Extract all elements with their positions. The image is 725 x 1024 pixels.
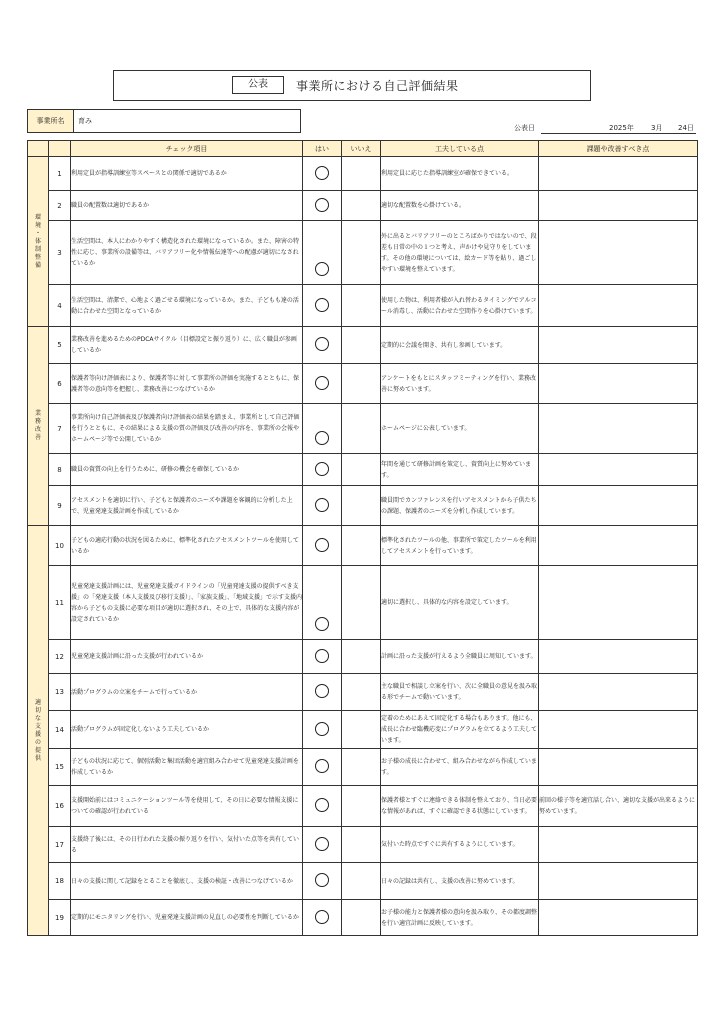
category-char: な (34, 714, 41, 722)
item-number: 2 (49, 191, 71, 221)
table-row (28, 285, 698, 327)
yes-cell (303, 486, 342, 526)
item-number: 15 (49, 749, 71, 786)
item-number: 19 (49, 900, 71, 936)
publication-year: 2025年 (609, 124, 634, 132)
yes-circle-mark-icon (315, 798, 329, 812)
issues-text (539, 221, 698, 285)
table-row (28, 454, 698, 486)
item-number: 8 (49, 454, 71, 486)
category-char: 切 (34, 706, 41, 714)
check-item-text: 支援終了後には、その日行われた支援の振り返りを行い、気付いた点等を共有している (71, 827, 303, 863)
header-check-item: チェック項目 (71, 141, 303, 157)
publication-date-label: 公表日 (514, 124, 535, 132)
yes-cell (303, 786, 342, 827)
yes-circle-mark-icon (315, 617, 329, 631)
no-cell (342, 157, 381, 191)
ingenuity-text: 適切に選択し、具体的な内容を設定しています。 (381, 566, 539, 640)
publication-month: 3月 (651, 124, 663, 132)
ingenuity-text: 定着のためにあえて固定化する場合もあります。他にも、成長に合わせ臨機応変にプログラムを立てるよう工夫しています。 (381, 711, 539, 749)
no-cell (342, 711, 381, 749)
yes-circle-mark-icon (315, 198, 329, 212)
table-row (28, 749, 698, 786)
category-char: 業 (34, 410, 41, 417)
category-char: 適 (34, 698, 41, 706)
category-char: 体 (34, 237, 41, 245)
issues-text (539, 157, 698, 191)
ingenuity-text: 使用した物は、利用者様が入れ替わるタイミングでアルコール消毒し、活動に合わせた空間作りを心掛けています。 (381, 285, 539, 327)
no-cell (342, 454, 381, 486)
item-number: 6 (49, 364, 71, 404)
check-item-text: 子どもの適応行動の状況を図るために、標準化されたアセスメントツールを使用しているか (71, 526, 303, 566)
check-item-text: 児童発達支援計画に沿った支援が行われているか (71, 640, 303, 674)
yes-cell (303, 640, 342, 674)
check-item-text: 日々の支援に関して記録をとることを徹底し、支援の検証・改善につなげているか (71, 863, 303, 900)
title-box (113, 70, 591, 101)
table-row (28, 364, 698, 404)
no-cell (342, 526, 381, 566)
yes-cell (303, 404, 342, 454)
issues-text (539, 674, 698, 711)
no-cell (342, 404, 381, 454)
check-item-text: 支援開始前にはコミュニケーションツール等を使用して、その日に必要な情報支援についての確認が行われている (71, 786, 303, 827)
check-item-text: 生活空間は、本人にわかりやすく構造化された環境になっているか。また、障害の特性に応じ、事業所の設備等は、バリアフリー化や情報伝達等への配慮が適切になされているか (71, 221, 303, 285)
ingenuity-text: 適切な配置数を心掛けている。 (381, 191, 539, 221)
header-yes: はい (303, 141, 342, 157)
ingenuity-text: 計画に沿った支援が行えるよう全職員に周知しています。 (381, 640, 539, 674)
issues-text (539, 285, 698, 327)
office-name-label: 事業所名 (28, 110, 74, 132)
no-cell (342, 566, 381, 640)
table-row (28, 640, 698, 674)
yes-cell (303, 566, 342, 640)
check-item-text: 事業所向け自己評価表及び保護者向け評価表の結果を踏まえ、事業所として自己評価を行うとともに、その結果による支援の質の評価及び改善の内容を、事業所の会報やホームページ等で公開しているか (71, 404, 303, 454)
check-item-text: 児童発達支援計画には、児童発達支援ガイドラインの「児童発達支援の提供すべき支援」の「発達支援（本人支援及び移行支援）」、「家族支援」、「地域支援」で示す支援内容から子どもの支援に必要な項目が適切に選択され、その上で、具体的な支援内容が設定されているか (71, 566, 303, 640)
header-ingenuity: 工夫している点 (381, 141, 539, 157)
category-label (28, 410, 48, 442)
issues-text (539, 404, 698, 454)
yes-circle-mark-icon (315, 684, 329, 698)
category-label (28, 214, 48, 270)
item-number: 12 (49, 640, 71, 674)
no-cell (342, 640, 381, 674)
item-number: 11 (49, 566, 71, 640)
publication-date (541, 121, 696, 134)
item-number: 5 (49, 327, 71, 364)
item-number: 1 (49, 157, 71, 191)
yes-circle-mark-icon (315, 649, 329, 663)
issues-text (539, 191, 698, 221)
check-item-text: 定期的にモニタリングを行い、児童発達支援計画の見直しの必要性を判断しているか (71, 900, 303, 936)
table-row (28, 674, 698, 711)
category-char: 善 (34, 434, 41, 441)
issues-text (539, 863, 698, 900)
header-no: いいえ (342, 141, 381, 157)
yes-circle-mark-icon (315, 910, 329, 924)
ingenuity-text: 職員間でカンファレンスを行いアセスメントから子供たちの課題、保護者のニーズを分析し作成しています。 (381, 486, 539, 526)
item-number: 14 (49, 711, 71, 749)
ingenuity-text: 主な職員で相談し立案を行い、次に全職員の意見を汲み取る形でチームで動いています。 (381, 674, 539, 711)
yes-cell (303, 526, 342, 566)
yes-cell (303, 191, 342, 221)
header-issues: 課題や改善すべき点 (539, 141, 698, 157)
no-cell (342, 486, 381, 526)
no-cell (342, 863, 381, 900)
yes-circle-mark-icon (315, 722, 329, 736)
ingenuity-text: アンケートをもとにスタッフミーティングを行い、業務改善に努めています。 (381, 364, 539, 404)
ingenuity-text: 外に出るとバリアフリーのところばかりではないので、段差も日常の中の１つと考え、声かけや見守りをしています。その他の環境については、絵カード等を貼り、過ごしやすい環境を整えています。 (381, 221, 539, 285)
table-row (28, 566, 698, 640)
table-row (28, 786, 698, 827)
check-item-text: アセスメントを適切に行い、子どもと保護者のニーズや課題を客観的に分析した上で、児童発達支援計画を作成しているか (71, 486, 303, 526)
evaluation-table (27, 140, 698, 936)
category-char: 備 (34, 261, 41, 269)
page-title: 事業所における自己評価結果 (296, 79, 459, 93)
yes-cell (303, 827, 342, 863)
category-char: 境 (34, 221, 41, 229)
yes-cell (303, 364, 342, 404)
issues-text (539, 900, 698, 936)
yes-circle-mark-icon (315, 873, 329, 887)
item-number: 3 (49, 221, 71, 285)
yes-cell (303, 327, 342, 364)
no-cell (342, 749, 381, 786)
ingenuity-text: お子様の能力と保護者様の意向を汲み取り、その都度調整を行い適宜計画に反映しています。 (381, 900, 539, 936)
issues-text (539, 454, 698, 486)
public-badge: 公表 (232, 76, 284, 94)
yes-cell (303, 863, 342, 900)
yes-cell (303, 454, 342, 486)
category-char: 制 (34, 245, 41, 253)
header-category (28, 141, 49, 157)
yes-cell (303, 749, 342, 786)
yes-circle-mark-icon (315, 298, 329, 312)
issues-text (539, 749, 698, 786)
issues-text (539, 364, 698, 404)
issues-text (539, 566, 698, 640)
issues-text (539, 640, 698, 674)
yes-cell (303, 674, 342, 711)
ingenuity-text: 標準化されたツールの他、事業所で策定したツールを利用してアセスメントを行っています。 (381, 526, 539, 566)
item-number: 4 (49, 285, 71, 327)
item-number: 7 (49, 404, 71, 454)
no-cell (342, 327, 381, 364)
ingenuity-text: お子様の成長に合わせて、組み合わせながら作成しています。 (381, 749, 539, 786)
office-name-value: 育み (78, 117, 92, 125)
yes-circle-mark-icon (315, 376, 329, 390)
table-row (28, 327, 698, 364)
yes-circle-mark-icon (315, 759, 329, 773)
office-name-box (27, 109, 301, 133)
yes-circle-mark-icon (315, 262, 329, 276)
yes-circle-mark-icon (315, 462, 329, 476)
category-cell (28, 157, 49, 327)
ingenuity-text: 定期的に会議を開き、共有し参画しています。 (381, 327, 539, 364)
check-item-text: 活動プログラムの立案をチームで行っているか (71, 674, 303, 711)
table-row (28, 157, 698, 191)
ingenuity-text: 年間を通じて研修計画を策定し、資質向上に努めています。 (381, 454, 539, 486)
table-row (28, 404, 698, 454)
publication-day: 24日 (678, 124, 694, 132)
category-char: 支 (34, 722, 41, 730)
issues-text (539, 711, 698, 749)
check-item-text: 活動プログラムが固定化しないよう工夫しているか (71, 711, 303, 749)
item-number: 9 (49, 486, 71, 526)
category-cell (28, 327, 49, 526)
yes-circle-mark-icon (315, 538, 329, 552)
check-item-text: 業務改善を進めるためのPDCAサイクル（目標設定と振り返り）に、広く職員が参画しているか (71, 327, 303, 364)
yes-cell (303, 711, 342, 749)
item-number: 13 (49, 674, 71, 711)
ingenuity-text: ホームページに公表しています。 (381, 404, 539, 454)
ingenuity-text: 気付いた時点ですぐに共有するようにしています。 (381, 827, 539, 863)
issues-text (539, 327, 698, 364)
table-row (28, 827, 698, 863)
no-cell (342, 674, 381, 711)
check-item-text: 利用定員が指導訓練室等スペースとの関係で適切であるか (71, 157, 303, 191)
item-number: 17 (49, 827, 71, 863)
no-cell (342, 900, 381, 936)
yes-cell (303, 900, 342, 936)
no-cell (342, 364, 381, 404)
table-row (28, 191, 698, 221)
yes-circle-mark-icon (315, 498, 329, 512)
table-row (28, 221, 698, 285)
table-header-row (28, 141, 698, 157)
table-row (28, 526, 698, 566)
yes-circle-mark-icon (315, 166, 329, 180)
category-char: の (34, 738, 41, 746)
category-char: 整 (34, 253, 41, 261)
check-item-text: 子どもの状況に応じて、個別活動と集団活動を適宜組み合わせて児童発達支援計画を作成しているか (71, 749, 303, 786)
ingenuity-text: 日々の記録は共有し、支援の改善に努めています。 (381, 863, 539, 900)
issues-text (539, 486, 698, 526)
no-cell (342, 827, 381, 863)
category-label (28, 699, 48, 763)
yes-cell (303, 285, 342, 327)
no-cell (342, 221, 381, 285)
category-char: 提 (34, 746, 41, 754)
check-item-text: 生活空間は、清潔で、心地よく過ごせる環境になっているか。また、子どもも達の活動に合わせた空間となっているか (71, 285, 303, 327)
table-row (28, 863, 698, 900)
category-char: ・ (34, 229, 41, 237)
table-row (28, 486, 698, 526)
header-number (49, 141, 71, 157)
item-number: 16 (49, 786, 71, 827)
issues-text (539, 827, 698, 863)
category-char: 援 (34, 730, 41, 738)
yes-cell (303, 157, 342, 191)
no-cell (342, 285, 381, 327)
item-number: 10 (49, 526, 71, 566)
category-char: 環 (34, 213, 41, 221)
table-row (28, 711, 698, 749)
check-item-text: 職員の資質の向上を行うために、研修の機会を確保しているか (71, 454, 303, 486)
no-cell (342, 786, 381, 827)
item-number: 18 (49, 863, 71, 900)
issues-text (539, 526, 698, 566)
check-item-text: 保護者等向け評価表により、保護者等に対して事業所の評価を実施するとともに、保護者等の意向等を把握し、業務改善につなげているか (71, 364, 303, 404)
category-char: 務 (34, 418, 41, 425)
check-item-text: 職員の配置数は適切であるか (71, 191, 303, 221)
category-char: 改 (34, 426, 41, 433)
ingenuity-text: 保護者様とすぐに連絡できる体制を整えており、当日必要な情報があれば、すぐに確認できる状態にしています。 (381, 786, 539, 827)
category-char: 供 (34, 754, 41, 762)
yes-circle-mark-icon (315, 431, 329, 445)
yes-circle-mark-icon (315, 337, 329, 351)
category-cell (28, 526, 49, 936)
issues-text: 前回の様子等を適宜話し合い、適切な支援が出来るように努めています。 (539, 786, 698, 827)
no-cell (342, 191, 381, 221)
yes-cell (303, 221, 342, 285)
yes-circle-mark-icon (315, 837, 329, 851)
ingenuity-text: 利用定員に応じた指導訓練室が確保できている。 (381, 157, 539, 191)
table-row (28, 900, 698, 936)
